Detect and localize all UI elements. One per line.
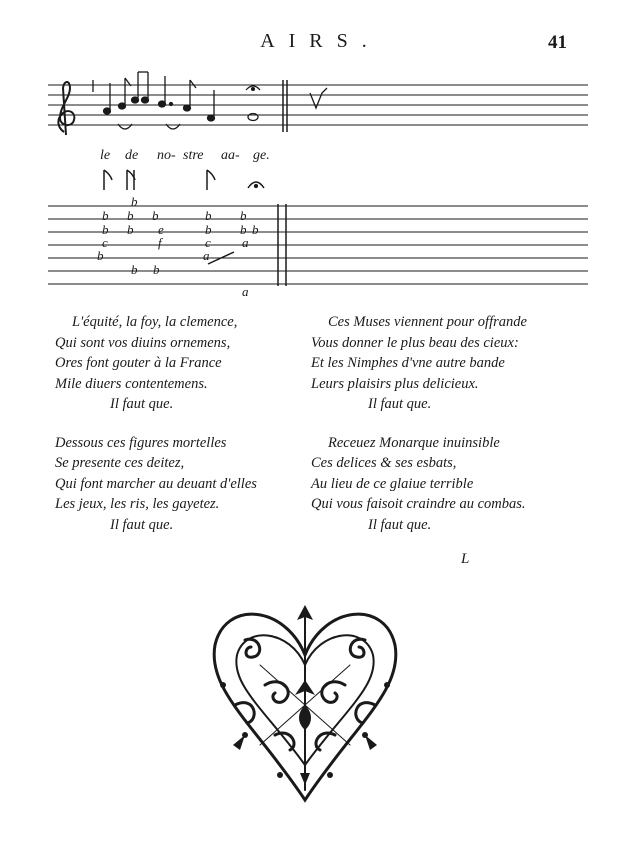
tab-letter: f: [158, 235, 162, 250]
tab-letter: b: [131, 194, 138, 209]
verse-line: Les jeux, les ris, les gayetez.: [55, 496, 220, 512]
lute-tablature: [0, 0, 641, 320]
tab-letter: c: [205, 235, 211, 250]
verse-line: Qui sont vos diuins ornemens,: [55, 334, 231, 351]
verse-line: Qui vous faisoit craindre au combas.: [311, 496, 526, 512]
tab-letter: b: [205, 208, 212, 223]
verse-line: Mile diuers contentemens.: [55, 375, 208, 392]
tab-letter: e: [158, 222, 164, 237]
tab-letter: b: [102, 222, 109, 237]
tab-letter: b: [240, 222, 247, 237]
lyric-syllable: le: [100, 148, 111, 163]
page-number: 41: [548, 32, 567, 53]
heart-arabesque-ornament-icon: [205, 595, 405, 810]
tab-letter: a: [203, 248, 210, 263]
tab-letter: b: [131, 262, 138, 277]
catchword: L: [461, 551, 470, 567]
tab-letter: a: [242, 284, 249, 299]
verse-line: Vous donner le plus beau des cieux:: [311, 334, 519, 351]
stanza: [311, 433, 527, 536]
lyric-syllable: stre: [183, 148, 204, 163]
lyric-syllable: no-: [157, 148, 176, 163]
stanza: [55, 433, 257, 536]
tab-letter: b: [205, 222, 212, 237]
verse-line: Receuez Monarque inuinsible: [328, 434, 500, 451]
verse-line: Et les Nimphes d'vne autre bande: [311, 355, 505, 371]
verse-line: Au lieu de ce glaiue terrible: [311, 475, 474, 492]
lyric-syllable: ge.: [253, 148, 270, 163]
tab-letter: b: [240, 208, 247, 223]
verse-line: L'équité, la foy, la clemence,: [72, 314, 238, 330]
tab-letter: b: [152, 208, 159, 223]
stanza: [55, 312, 257, 415]
tab-letter: c: [102, 235, 108, 250]
tab-letter: b: [153, 262, 160, 277]
tab-letter: b: [102, 208, 109, 223]
verse-line: Ces delices & ses esbats,: [311, 455, 457, 471]
verse-line: Ores font gouter à la France: [55, 355, 222, 371]
verse-line: Ces Muses viennent pour offrande: [328, 314, 527, 330]
verse-line: Qui font marcher au deuant d'elles: [55, 475, 257, 492]
refrain-line: Il faut que.: [110, 516, 174, 533]
refrain-line: Il faut que.: [368, 516, 432, 533]
running-header-title: AIRS.: [260, 30, 381, 52]
stanza: [311, 312, 527, 415]
tab-letter: b: [252, 222, 259, 237]
lyric-syllable: aa-: [221, 148, 240, 163]
tab-letter: b: [97, 248, 104, 263]
lyric-syllable: de: [125, 148, 139, 163]
tab-letter: b: [127, 222, 134, 237]
verse-column-right: [311, 312, 527, 535]
verse-line: Leurs plaisirs plus delicieux.: [311, 375, 479, 392]
tab-letter: a: [242, 235, 249, 250]
verse-line: Dessous ces figures mortelles: [55, 434, 227, 451]
refrain-line: Il faut que.: [368, 396, 432, 412]
verse-column-left: [55, 312, 257, 535]
verse-line: Se presente ces deitez,: [55, 455, 185, 471]
tab-letter: b: [127, 208, 134, 223]
refrain-line: Il faut que.: [110, 396, 174, 412]
